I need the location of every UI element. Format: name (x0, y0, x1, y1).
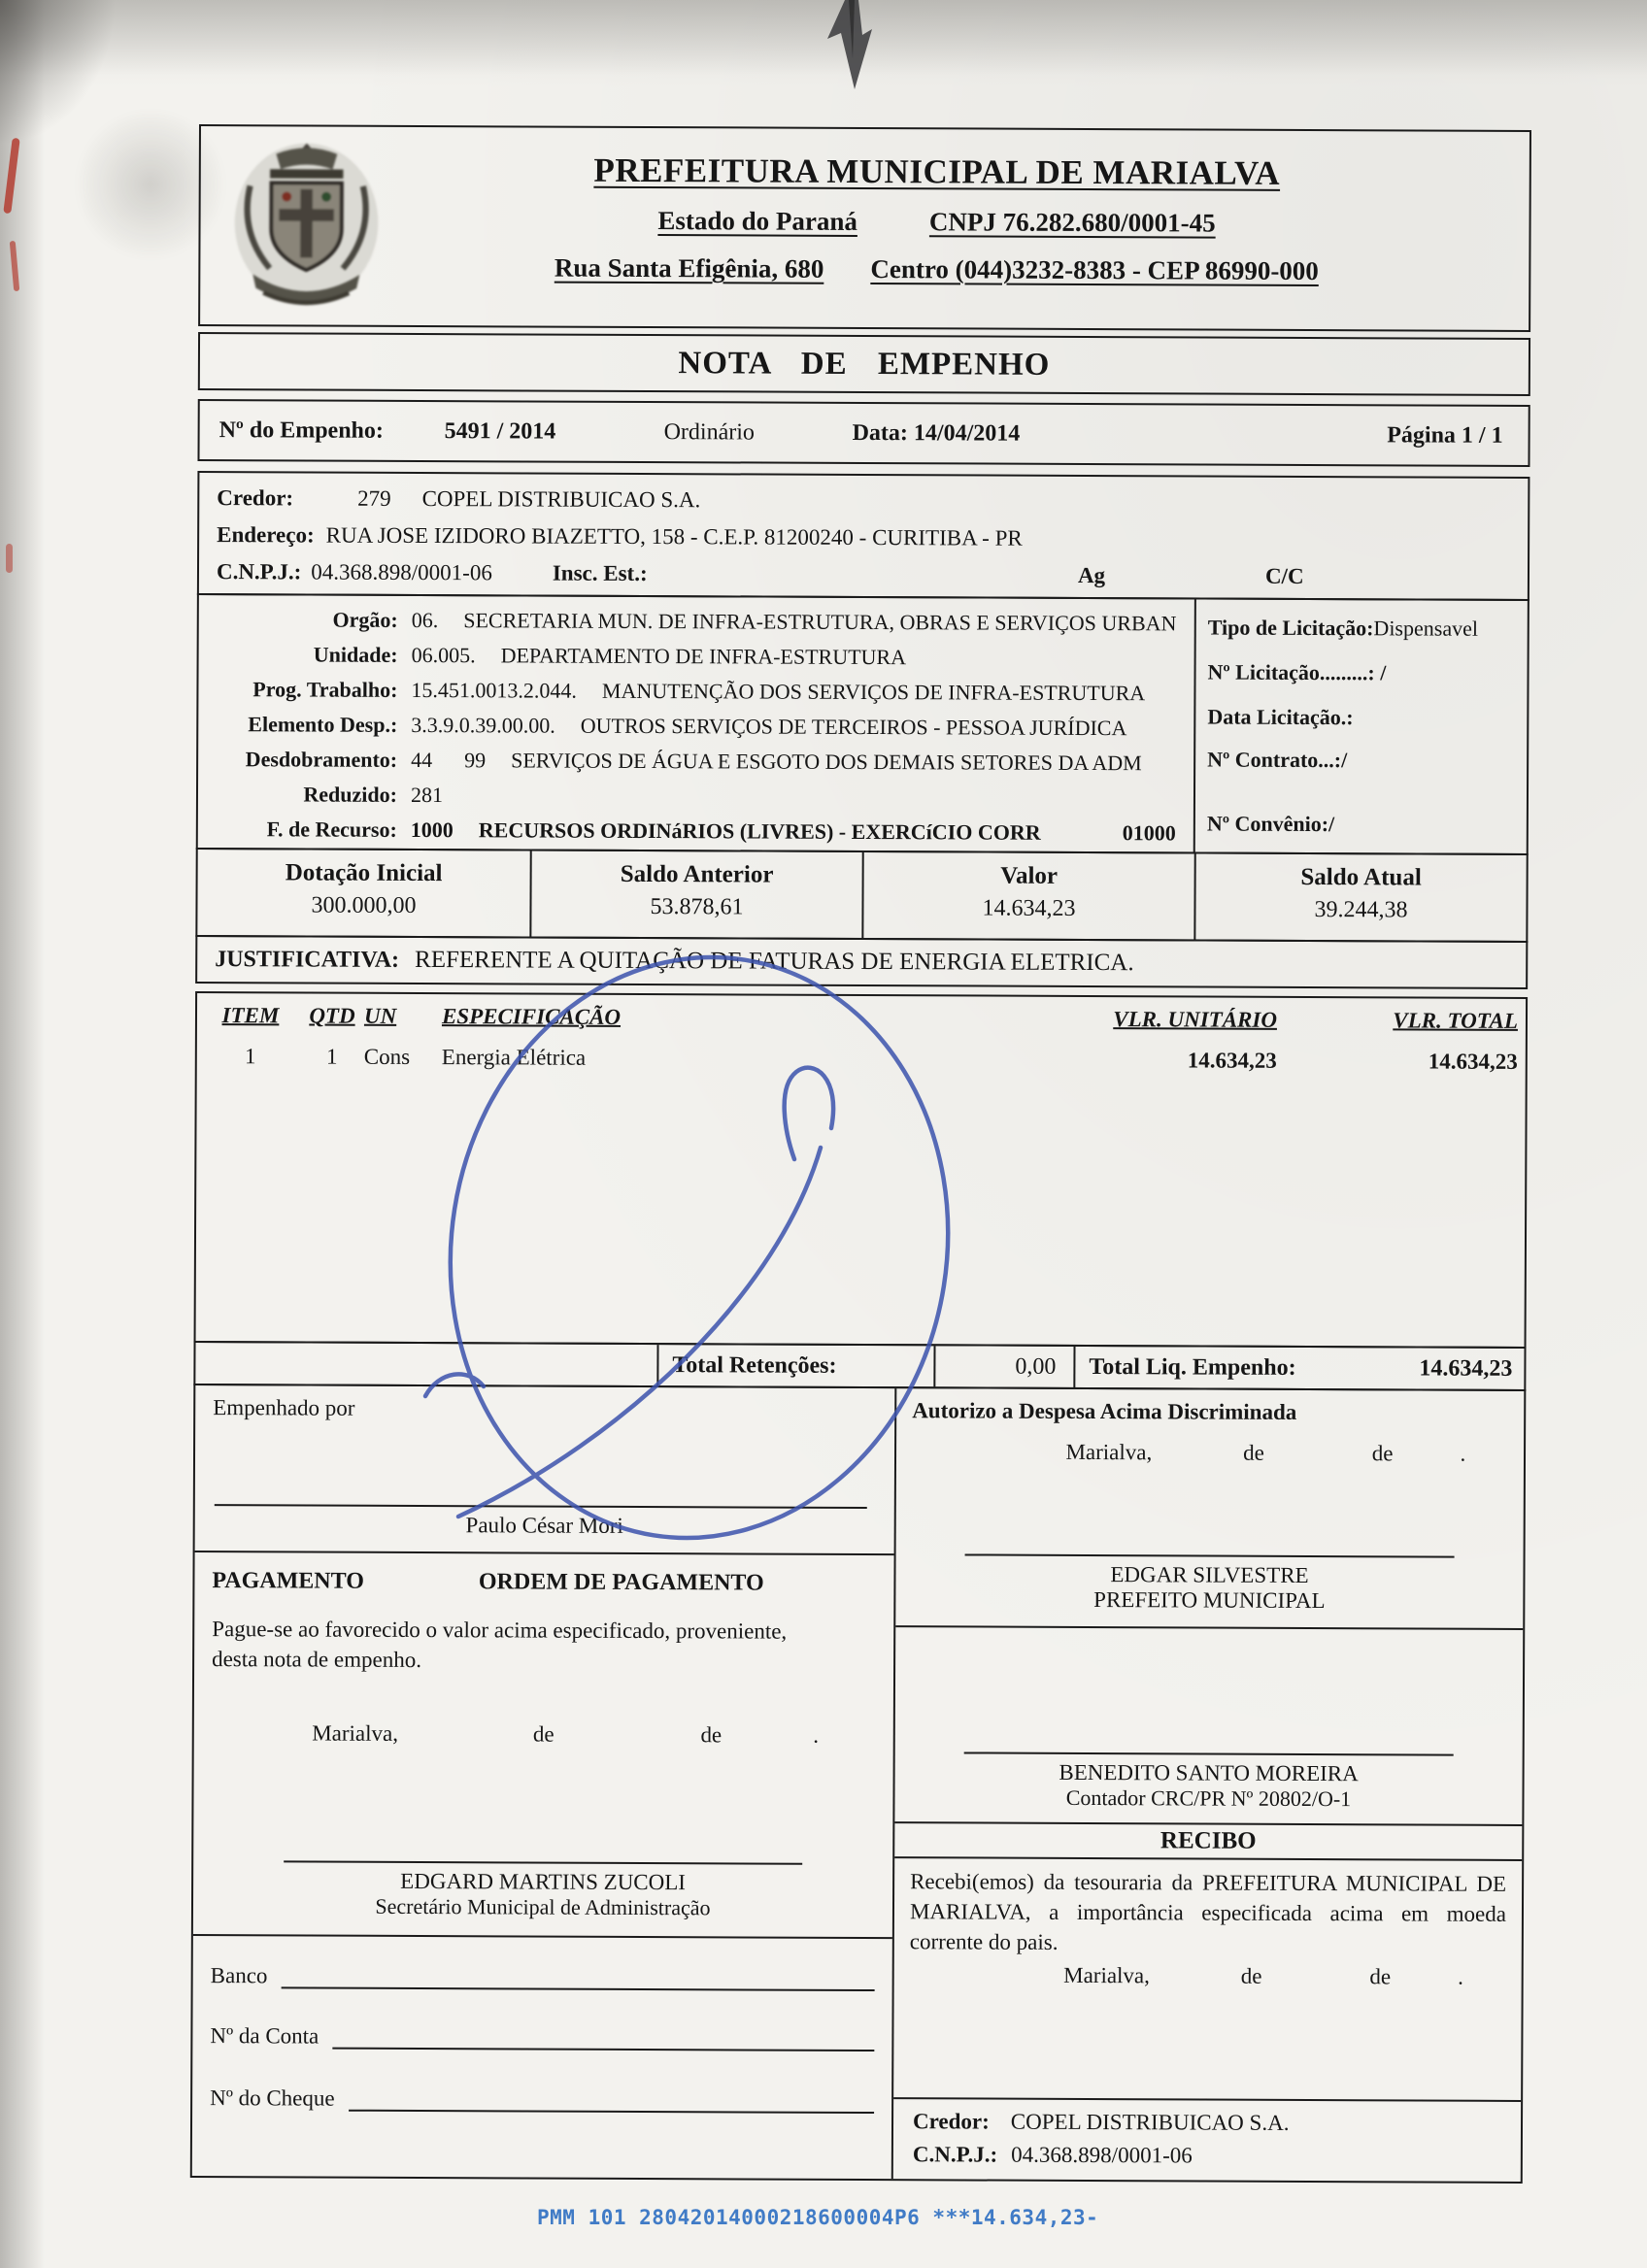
recibo-text: Recebi(emos) da tesouraria da PREFEITURA MUNICIPAL DE MARIALVA, a importância especificada acima em moeda corrente do pais. (909, 1869, 1507, 1954)
empenho-type: Ordinário (663, 419, 755, 446)
item-total-price: 14.634,23 (1428, 1049, 1518, 1074)
recibo-credor-value: COPEL DISTRIBUICAO S.A. (1010, 2109, 1290, 2135)
period-mark: . (813, 1722, 820, 1748)
saldo-atual-label: Saldo Atual (1300, 863, 1422, 891)
autorizo-title: Autorizo a Despesa Acima Discriminada (912, 1398, 1297, 1424)
spacer (911, 1627, 1508, 1754)
dot-matrix-footer: PMM 101 28042014000218600004P6 ***14.634,23- (537, 2206, 1099, 2229)
creditor-address-value: RUA JOSE IZIDORO BIAZETTO, 158 - C.E.P. 81200240 - CURITIBA - PR (325, 522, 1023, 550)
de-label: de (1243, 1440, 1264, 1465)
justification-block (195, 935, 1528, 989)
cheque-label: Nº do Cheque (210, 2085, 335, 2111)
elemento-desp-label: Elemento Desp.: (248, 712, 398, 737)
nota-de-empenho-form (190, 124, 1531, 2184)
classification-row (198, 672, 1193, 711)
de-label: de (532, 1721, 555, 1747)
saldo-anterior-value: 53.878,61 (650, 894, 744, 920)
de-label: de (1369, 1964, 1392, 1989)
classification-row (199, 637, 1194, 676)
address-rest: Centro (044)3232-8383 - CEP 86990-000 (870, 254, 1319, 286)
conta-field (210, 2023, 874, 2051)
col-qtd-header: QTD (309, 1003, 355, 1028)
banco-label: Banco (210, 1963, 268, 1988)
banco-blank-line (281, 1963, 874, 1991)
recibo-cnpj-label: C.N.P.J.: (912, 2142, 998, 2167)
recurso-desc: RECURSOS ORDINáRIOS (LIVRES) - EXERCíCIO CORR (478, 817, 1041, 845)
document-header (198, 124, 1531, 332)
prog-trabalho-label: Prog. Trabalho: (252, 677, 398, 702)
recibo-credor-row (909, 2109, 1505, 2137)
de-label: de (700, 1722, 723, 1748)
licitacao-numero: Nº Licitação.........: / (1207, 659, 1387, 685)
signatures-block (190, 1384, 1527, 2184)
creditor-cnpj-row (199, 553, 1528, 596)
items-table (194, 991, 1529, 1349)
item-unit-price: 14.634,23 (1187, 1048, 1277, 1073)
signer-name-empenhado: Paulo César Mori (465, 1513, 623, 1538)
saldo-atual-value: 39.244,38 (1314, 897, 1408, 923)
totals-empty-cell (195, 1343, 658, 1385)
empenho-number-value: 5491 / 2014 (444, 418, 556, 445)
elemento-desp-desc: OUTROS SERVIÇOS DE TERCEIROS - PESSOA JURÍDICA (580, 713, 1127, 741)
desdobramento-label: Desdobramento: (245, 747, 398, 772)
address-street: Rua Santa Efigênia, 680 (554, 252, 824, 284)
unidade-label: Unidade: (313, 642, 398, 667)
creditor-cnpj-label: C.N.P.J.: (216, 559, 302, 584)
total-liquido-value: 14.634,23 (1419, 1354, 1513, 1382)
licitacao-tipo-value: Dispensavel (1373, 616, 1479, 641)
de-label: de (1371, 1441, 1394, 1466)
licitacao-data: Data Licitação.: (1207, 704, 1354, 730)
prog-trabalho-code: 15.451.0013.2.044. (411, 677, 578, 703)
empenho-number-label: Nº do Empenho: (218, 417, 384, 444)
pagamento-title: PAGAMENTO (212, 1568, 364, 1594)
contrato-numero: Nº Contrato...:/ (1207, 747, 1348, 773)
valor-cell (861, 852, 1193, 939)
payment-column (192, 1385, 897, 2179)
saldo-anterior-label: Saldo Anterior (620, 860, 774, 888)
creditor-cnpj-value: 04.368.898/0001-06 (311, 559, 492, 585)
city-label: Marialva, (1063, 1962, 1150, 1988)
reduzido-code: 281 (410, 782, 444, 808)
signer-role-contador: Contador CRC/PR Nº 20802/O-1 (1065, 1784, 1352, 1812)
period-mark: . (1458, 1964, 1464, 1989)
licitacao-block (1193, 599, 1528, 852)
payment-titles-row (212, 1568, 876, 1597)
recurso-label: F. de Recurso: (266, 817, 397, 842)
empenhado-por-label: Empenhado por (213, 1395, 355, 1420)
empenho-number-row (197, 399, 1529, 467)
authorization-column (893, 1388, 1525, 2182)
spacer (211, 1746, 876, 1863)
total-liquido-label: Total Liq. Empenho: (1089, 1353, 1296, 1381)
city-date-line (912, 1439, 1508, 1467)
licitacao-tipo-label: Tipo de Licitação: (1207, 615, 1374, 641)
total-retencoes-value: 0,00 (935, 1346, 1075, 1387)
classification-row (199, 602, 1194, 641)
orgao-label: Orgão: (332, 607, 398, 632)
classification-row (198, 742, 1193, 781)
dotacao-inicial-label: Dotação Inicial (285, 859, 443, 887)
col-un-header: UN (363, 1003, 397, 1028)
item-unit: Cons (363, 1044, 411, 1069)
scan-edge-shadow-left (0, 0, 45, 2268)
creditor-code: 279 (357, 485, 391, 511)
state-label: Estado do Paraná (657, 206, 858, 236)
municipal-coat-of-arms (200, 126, 413, 325)
creditor-label: Credor: (217, 485, 294, 511)
entity-cnpj: CNPJ 76.282.680/0001-45 (928, 207, 1216, 238)
pagamento-text: Pague-se ao favorecido o valor acima especificado, proveniente, desta nota de empenho. (212, 1617, 788, 1673)
recibo-title: RECIBO (1160, 1827, 1257, 1854)
city-date-line (910, 1962, 1506, 1990)
recibo-cnpj-value: 04.368.898/0001-06 (1011, 2142, 1193, 2168)
elemento-desp-code: 3.3.9.0.39.00.00. (411, 712, 555, 738)
staple-mark (816, 0, 893, 92)
entity-address (412, 252, 1461, 287)
creditor-address-row (199, 517, 1528, 559)
page-indicator: Página 1 / 1 (1387, 422, 1503, 449)
unidade-code: 06.005. (411, 642, 476, 668)
city-label: Marialva, (1065, 1439, 1153, 1465)
period-mark: . (1460, 1441, 1466, 1466)
col-vlr-unitario-header: VLR. UNITÁRIO (1113, 1007, 1278, 1032)
unidade-desc: DEPARTAMENTO DE INFRA-ESTRUTURA (500, 643, 907, 670)
creditor-row (199, 480, 1528, 522)
creditor-name: COPEL DISTRIBUICAO S.A. (421, 486, 701, 513)
state-registration-label: Insc. Est.: (552, 560, 648, 586)
total-liquido-cell (1075, 1347, 1524, 1389)
cheque-blank-line (349, 2086, 875, 2114)
desdobramento-code: 44 99 (411, 747, 487, 773)
licitacao-tipo-row (1208, 616, 1522, 642)
ordem-pagamento-title: ORDEM DE PAGAMENTO (478, 1569, 764, 1596)
prog-trabalho-desc: MANUTENÇÃO DOS SERVIÇOS DE INFRA-ESTRUTURA (601, 678, 1146, 706)
classification-row (198, 812, 1193, 850)
creditor-address-label: Endereço: (217, 522, 315, 548)
city-date-line (212, 1720, 876, 1749)
agency-label: Ag (1077, 562, 1106, 588)
de-label: de (1240, 1963, 1262, 1988)
item-description: Energia Elétrica (441, 1045, 587, 1070)
spacer (912, 1464, 1508, 1556)
valor-label: Valor (1000, 862, 1059, 889)
amounts-table (195, 848, 1528, 943)
entity-state-cnpj (413, 205, 1462, 240)
items-table-header (197, 1003, 1526, 1034)
creditor-block (197, 471, 1530, 601)
col-item-header: ITEM (221, 1003, 280, 1028)
item-row (197, 1044, 1526, 1075)
signer-name-contador: BENEDITO SANTO MOREIRA (1059, 1759, 1359, 1786)
justification-text: REFERENTE A QUITAÇÃO DE FATURAS DE ENERGIA ELETRICA. (415, 946, 1134, 977)
budget-classification-block (196, 593, 1529, 855)
cheque-field (210, 2085, 874, 2114)
document-title-band (198, 332, 1530, 396)
divider (195, 1551, 894, 1555)
signer-role-secretario: Secretário Municipal de Administração (375, 1893, 711, 1920)
col-espec-header: ESPECIFICAÇÃO (441, 1004, 622, 1029)
total-retencoes-label: Total Retenções: (658, 1345, 935, 1386)
conta-blank-line (332, 2024, 874, 2051)
empenho-date: Data: 14/04/2014 (852, 419, 1021, 447)
justification-label: JUSTIFICATIVA: (215, 946, 400, 973)
city-label: Marialva, (312, 1720, 399, 1746)
spacer (909, 1987, 1505, 2100)
saldo-anterior-cell (529, 850, 861, 937)
header-text-block (412, 127, 1529, 330)
signer-name-prefeito: EDGAR SILVESTRE (1110, 1562, 1309, 1587)
desdobramento-desc: SERVIÇOS DE ÁGUA E ESGOTO DOS DEMAIS SETORES DA ADM (511, 748, 1142, 776)
valor-value: 14.634,23 (982, 895, 1076, 921)
orgao-desc: SECRETARIA MUN. DE INFRA-ESTRUTURA, OBRAS E SERVIÇOS URBAN (463, 608, 1177, 636)
entity-name: PREFEITURA MUNICIPAL DE MARIALVA (593, 150, 1281, 192)
coat-of-arms-graphic (229, 140, 384, 312)
signer-role-prefeito: PREFEITO MUNICIPAL (1093, 1587, 1326, 1614)
col-vlr-total-header: VLR. TOTAL (1393, 1008, 1519, 1033)
classification-row (198, 777, 1193, 816)
recibo-credor-label: Credor: (912, 2109, 990, 2134)
banco-field (211, 1963, 875, 1991)
convenio-numero: Nº Convênio:/ (1206, 811, 1335, 837)
document-title: NOTA DE EMPENHO (678, 345, 1051, 383)
account-label: C/C (1264, 563, 1304, 588)
orgao-code: 06. (411, 607, 439, 633)
conta-label: Nº da Conta (210, 2023, 319, 2049)
saldo-atual-cell (1193, 853, 1526, 940)
dotacao-inicial-cell (197, 850, 529, 936)
spacer (213, 1420, 877, 1507)
signer-name-secretario: EDGARD MARTINS ZUCOLI (400, 1868, 687, 1895)
classification-rows (198, 595, 1194, 851)
dotacao-inicial-value: 300.000,00 (311, 892, 417, 918)
recurso-extra-code: 01000 (1122, 820, 1176, 846)
red-ink-mark (6, 544, 13, 573)
item-number: 1 (245, 1044, 256, 1069)
reduzido-label: Reduzido: (303, 782, 398, 807)
divider (193, 1934, 892, 1939)
item-qty: 1 (326, 1044, 338, 1069)
recibo-cnpj-row (909, 2142, 1505, 2170)
classification-row (198, 707, 1193, 746)
recurso-code: 1000 (410, 817, 454, 843)
